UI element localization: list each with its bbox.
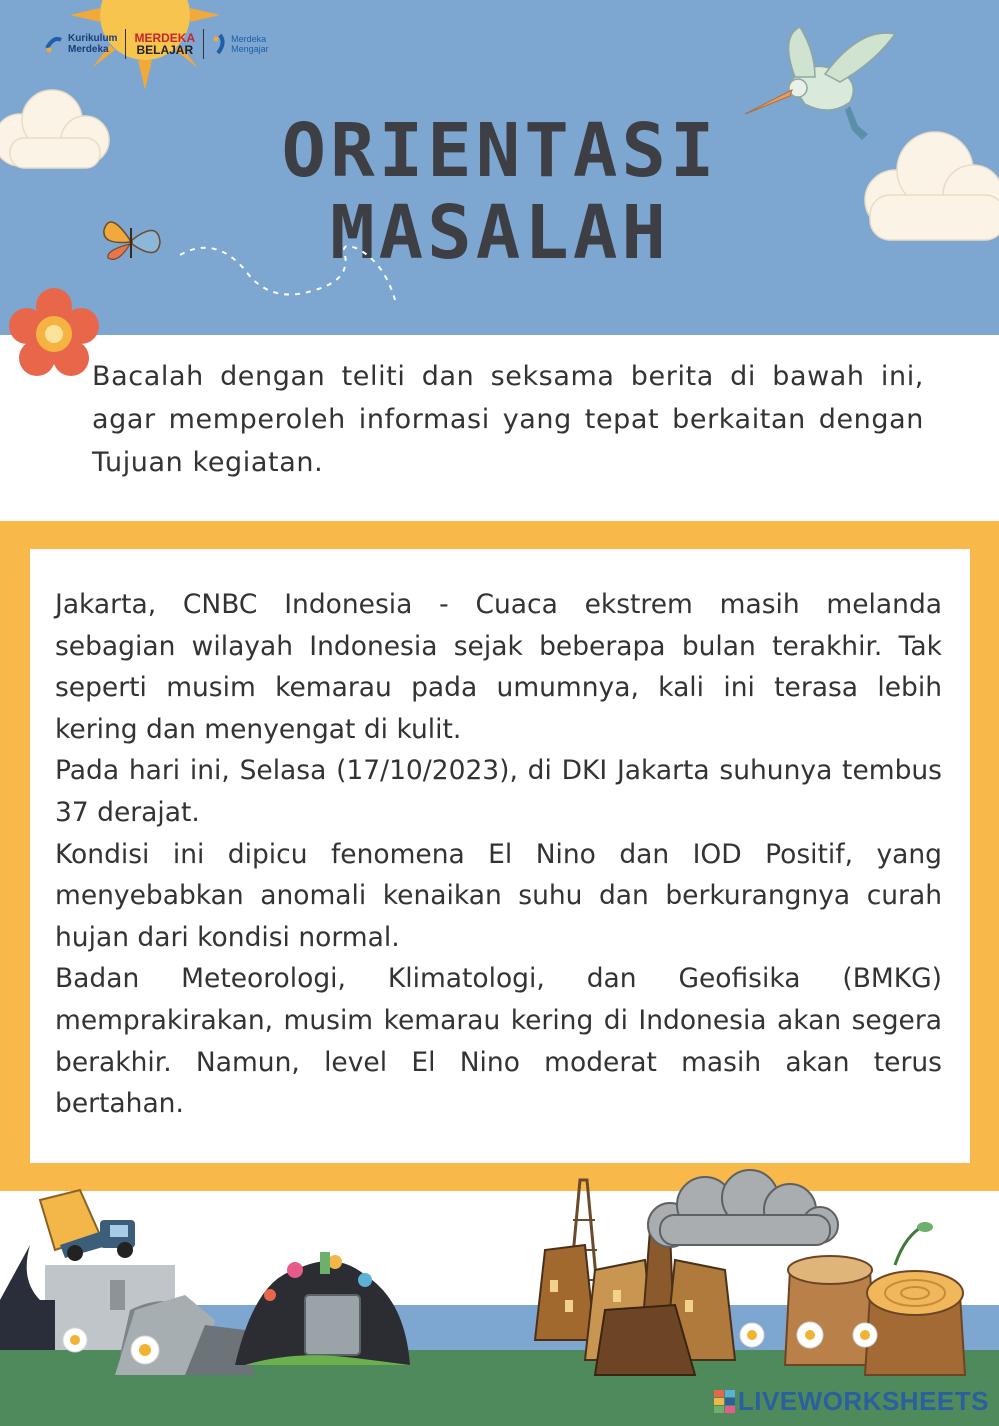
merdeka-belajar-line2: BELAJAR: [136, 43, 194, 57]
news-paragraph-4: Badan Meteorologi, Klimatologi, dan Geofisika (BMKG) memprakirakan, musim kemarau kering di Indonesia akan segera berakhir. Namun, level El Nino moderat masih akan terus bertahan.: [55, 963, 942, 1120]
news-article: [55, 584, 942, 1125]
kurikulum-merdeka-logo: [44, 33, 117, 55]
dashed-flight-path: [175, 235, 405, 310]
merdeka-mengajar-logo: [212, 33, 269, 55]
daisy-flowers-illustration: [0, 1310, 999, 1370]
title-line-1: ORIENTASI: [281, 108, 719, 194]
merdeka-mengajar-icon: [212, 33, 228, 55]
logo-bar: [44, 26, 269, 62]
merdeka-mengajar-text: Merdeka Mengajar: [231, 34, 269, 54]
logo-divider-2: [203, 29, 204, 59]
title-line-2: MASALAH: [330, 190, 670, 276]
news-paragraph-1: Jakarta, CNBC Indonesia - Cuaca ekstrem masih melanda sebagian wilayah Indonesia sejak beberapa bulan terakhir. Tak seperti musim kemarau pada umumnya, kali ini terasa lebih kering dan menyengat di kulit.: [55, 589, 942, 745]
intro-instruction: Bacalah dengan teliti dan seksama berita di bawah ini, agar memperoleh informasi yang tepat berkaitan dengan Tujuan kegiatan.: [92, 361, 924, 478]
liveworksheets-logo-icon: [714, 1390, 736, 1414]
butterfly-illustration: [100, 210, 164, 270]
kurikulum-merdeka-text: Kurikulum Merdeka: [68, 33, 118, 55]
kurikulum-merdeka-icon: [44, 34, 64, 54]
news-paragraph-3: Kondisi ini dipicu fenomena El Nino dan IOD Positif, yang menyebabkan anomali kenaikan suhu dan berkurangnya curah hujan dari kondisi normal.: [55, 838, 942, 953]
watermark-text: LIVEWORKSHEETS: [737, 1386, 989, 1416]
cloud-left-illustration: [0, 80, 120, 180]
merdeka-belajar-logo: [134, 32, 195, 56]
news-paragraph-2: Pada hari ini, Selasa (17/10/2023), di DKI Jakarta suhunya tembus 37 derajat.: [55, 755, 942, 828]
merdeka-belajar-line1: MERDEKA: [134, 31, 196, 45]
flower-illustration: [8, 288, 100, 380]
logo-divider: [125, 29, 126, 59]
liveworksheets-watermark: [714, 1386, 989, 1417]
